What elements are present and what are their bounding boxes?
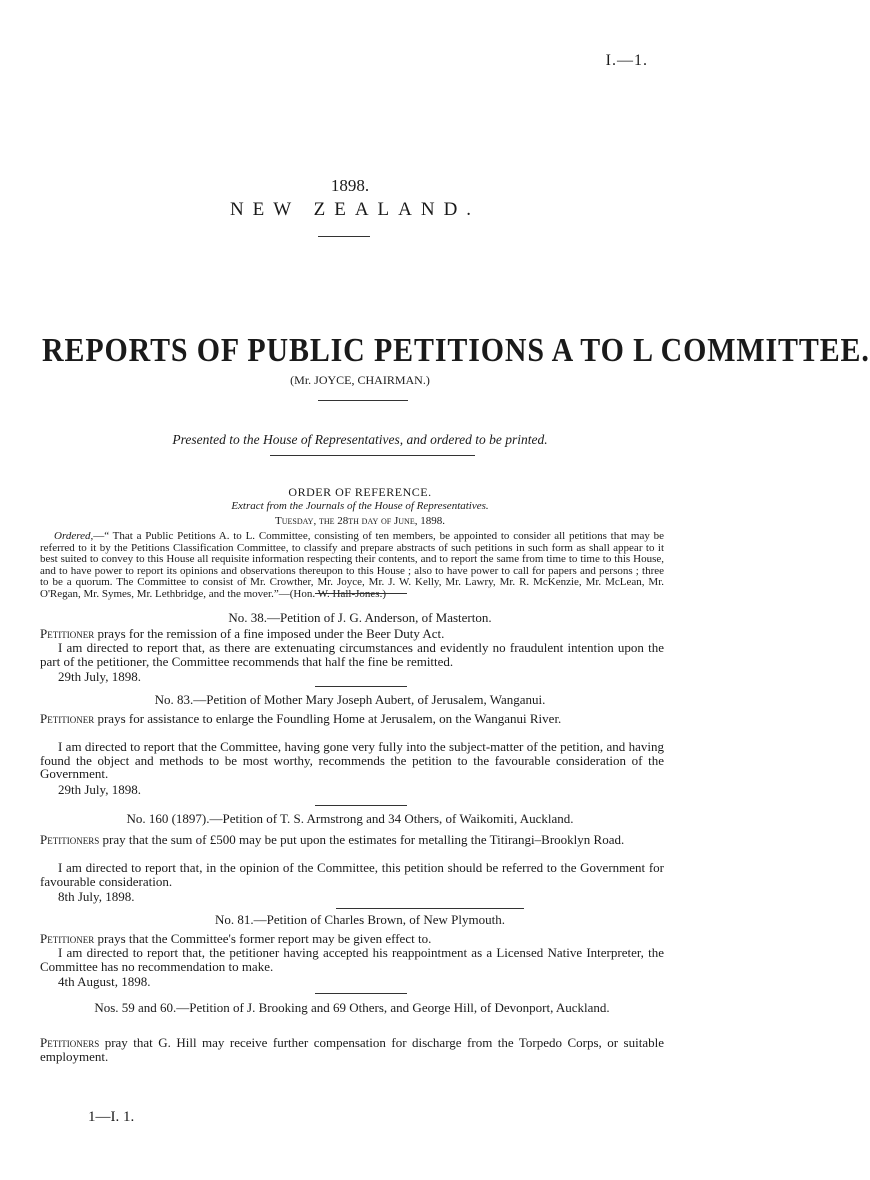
petition-prayer: prays that the Committee's former report may be given effect to. [94,931,432,946]
petition-date: 29th July, 1898. [58,782,141,797]
presented-line: Presented to the House of Representatives, and ordered to be printed. [172,432,548,447]
petition-prayer: pray that G. Hill may receive further compensation for discharge from the Torpedo Corps, or suitable employment. [40,1035,664,1064]
page-reference: I.—1. [605,52,648,69]
petition-date: 8th July, 1898. [58,889,135,904]
petition-prayer: prays for the remission of a fine imposed under the Beer Duty Act. [94,626,445,641]
petition-lead: Petitioner [40,931,95,946]
year: 1898. [330,176,370,195]
petition-lead: Petitioner [40,626,95,641]
petition-prayer: pray that the sum of £500 may be put upon the estimates for metalling the Titirangi–Brooklyn Road. [99,832,625,847]
petition-lead: Petitioners [40,832,100,847]
petition-date: 4th August, 1898. [58,974,151,989]
order-body: —“ That a Public Petitions A. to L. Committee, consisting of ten members, be appointed to consider all petitions that may be referred to it by the Petitions Classification Committee, to classify and prepare abstracts of such petitions in such form as shall appear to it best suited to convey to this House all requisite information respecting their contents, and to report the same from time to time to this House, and to have power to report its opinions and observations thereupon to this House ; also to have power to call for papers and persons ; three to be a quorum. The Committee to consist of Mr. Crowther, Mr. Joyce, Mr. J. W. Kelly, Mr. Lawry, Mr. R. McKenzie, Mr. McLean, Mr. O'Regan, Mr. Symes, Mr. Lethbridge, and the mover.”—(Hon. W. Hall-Jones.) [40,530,664,600]
divider-rule [315,805,407,806]
petition-date: 29th July, 1898. [58,669,141,684]
petition-body [40,833,664,847]
divider-rule [336,908,524,909]
order-text [40,531,664,601]
petition-lead: Petitioner [40,711,95,726]
chairman-line: (Mr. JOYCE, CHAIRMAN.) [290,373,430,387]
petition-report: I am directed to report that, in the opinion of the Committee, this petition should be referred to the Government for favourable consideration. [40,860,664,889]
petition-heading: Nos. 59 and 60.—Petition of J. Brooking and 69 Others, and George Hill, of Devonport, Auckland. [94,1000,610,1015]
order-heading: ORDER OF REFERENCE. [288,485,432,499]
petition-report: I am directed to report that, the petitioner having accepted his reappointment as a Licensed Native Interpreter, the Committee has no recommendation to make. [40,945,664,974]
divider-rule [315,993,407,994]
divider-rule [270,455,475,456]
divider-rule [318,236,370,237]
document-title: REPORTS OF PUBLIC PETITIONS A TO L COMMITTEE. [42,332,870,369]
petition-body [40,932,664,946]
printer-signature: 1—I. 1. [88,1109,135,1125]
petition-report: I am directed to report that the Committee, having gone very fully into the subject-matter of the petition, and having found the object and methods to be most worthy, recommends the petition to the favourable consideration of the Government. [40,739,664,781]
order-date: Tuesday, the 28th day of June, 1898. [275,515,445,527]
petition-body [40,627,664,641]
order-extract: Extract from the Journals of the House of Representatives. [231,500,489,512]
petition-heading: No. 83.—Petition of Mother Mary Joseph Aubert, of Jerusalem, Wanganui. [154,692,546,707]
petition-heading: No. 160 (1897).—Petition of T. S. Armstrong and 34 Others, of Waikomiti, Auckland. [126,811,574,826]
petition-heading: No. 81.—Petition of Charles Brown, of New Plymouth. [215,912,505,927]
petition-report: I am directed to report that, as there are extenuating circumstances and evidently no fraudulent intention upon the part of the petitioner, the Committee recommends that half the fine be remitted. [40,640,664,669]
country: NEW ZEALAND. [229,199,481,220]
divider-rule [315,593,407,594]
divider-rule [315,686,407,687]
petition-body [40,712,664,726]
petition-heading: No. 38.—Petition of J. G. Anderson, of Masterton. [228,610,492,625]
ordered-label: Ordered, [54,530,94,542]
petition-body [40,1036,664,1063]
petition-prayer: prays for assistance to enlarge the Foundling Home at Jerusalem, on the Wanganui River. [94,711,562,726]
divider-rule [318,400,408,401]
petition-lead: Petitioners [40,1035,100,1050]
